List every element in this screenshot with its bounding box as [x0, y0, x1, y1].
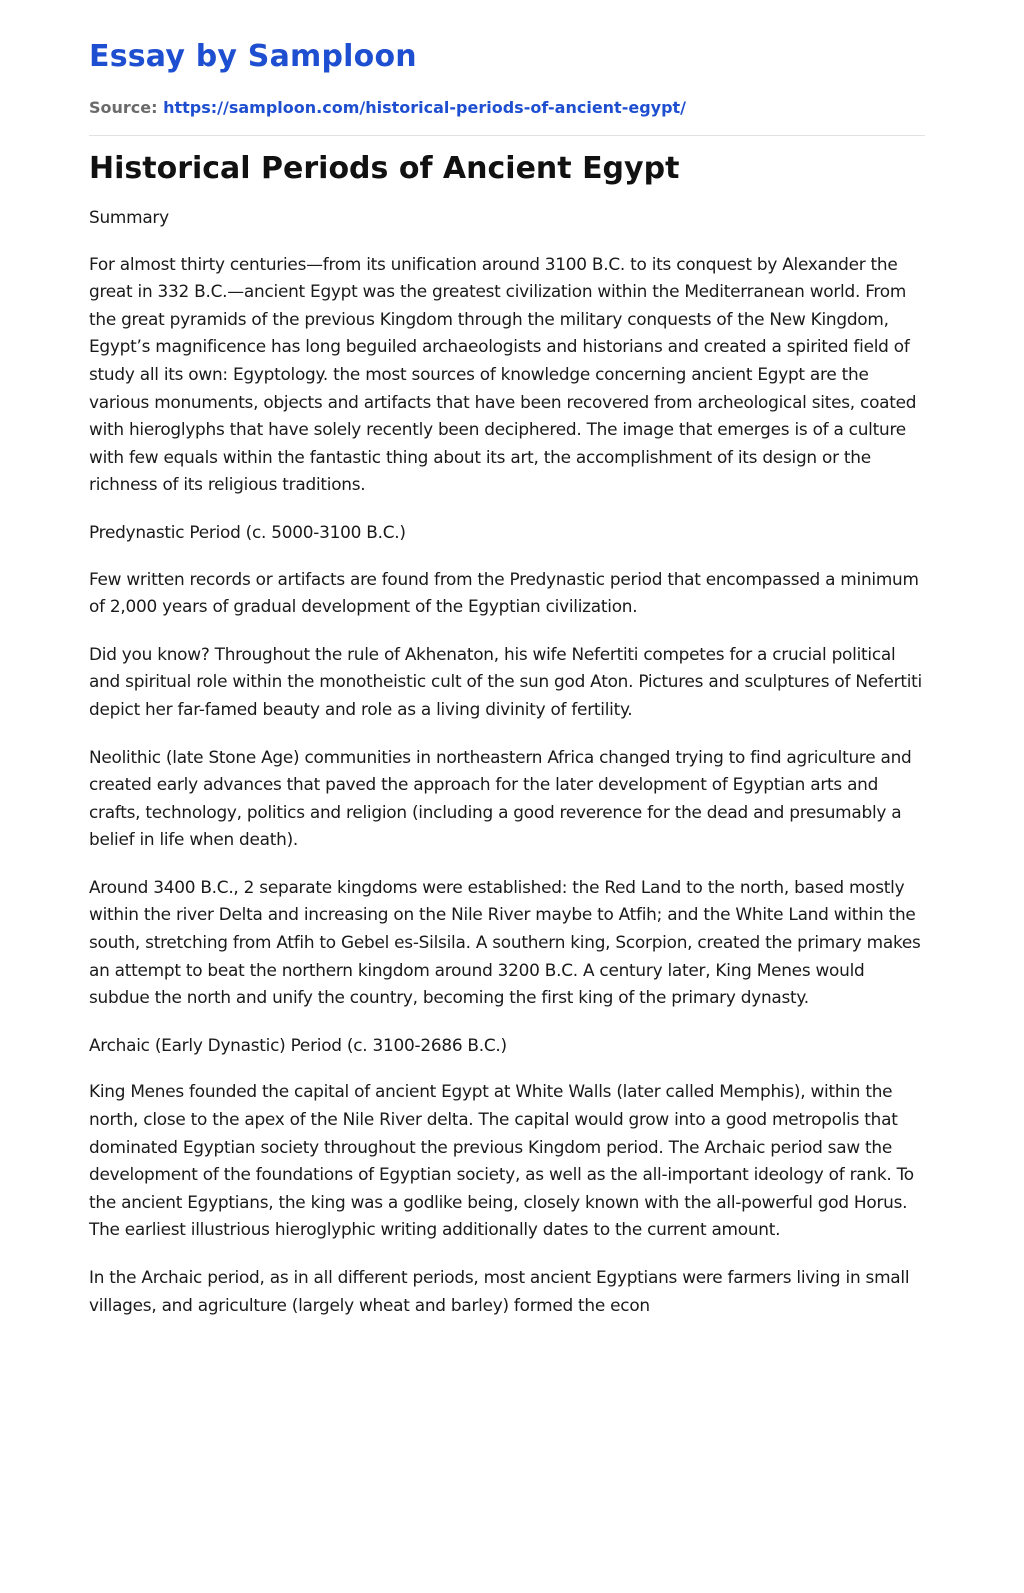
- section-heading-predynastic: Predynastic Period (c. 5000-3100 B.C.): [89, 521, 406, 542]
- paragraph-intro: For almost thirty centuries—from its unification around 3100 B.C. to its conquest by Alexander the great in 332 B.C.—ancient Egypt was the greatest civilization within the Mediterranean world. From the great pyramids of the previous Kingdom through the military conquests of the New Kingdom, Egypt’s magnificence has long beguiled archaeologists and historians and created a spirited field of study all its own: Egyptology. the most sources of knowledge concerning ancient Egypt are the various monuments, objects and artifacts that have been recovered from archeological sites, coated with hieroglyphs that have solely recently been deciphered. The image that emerges is of a culture with few equals within the fantastic thing about its art, the accomplishment of its design or the richness of its religious traditions.: [89, 253, 917, 495]
- section-heading-summary: Summary: [89, 207, 169, 227]
- source-line: [89, 97, 925, 119]
- brand-title: Essay by Samploon: [89, 39, 417, 74]
- paragraph-two-kingdoms: Around 3400 B.C., 2 separate kingdoms were established: the Red Land to the north, based mostly within the river Delta and increasing on the Nile River maybe to Atfih; and the White Land within the south, stretching from Atfih to Gebel es-Silsila. A southern king, Scorpion, created the primary makes an attempt to beat the northern kingdom around 3200 B.C. A century later, King Menes would subdue the north and unify the country, becoming the first king of the primary dynasty.: [89, 876, 921, 1008]
- paragraph-did-you-know: Did you know? Throughout the rule of Akhenaton, his wife Nefertiti competes for a crucial political and spiritual role within the monotheistic cult of the sun god Aton. Pictures and sculptures of Nefertiti depict her far-famed beauty and role as a living divinity of fertility.: [89, 643, 923, 719]
- essay-page: [89, 0, 925, 1347]
- source-link[interactable]: https://samploon.com/historical-periods-of-ancient-egypt/: [163, 98, 687, 117]
- document-title: Historical Periods of Ancient Egypt: [89, 151, 680, 186]
- section-heading-archaic: Archaic (Early Dynastic) Period (c. 3100-2686 B.C.): [89, 1034, 507, 1055]
- header-divider: [89, 135, 925, 136]
- paragraph-neolithic: Neolithic (late Stone Age) communities in northeastern Africa changed trying to find agriculture and created early advances that paved the approach for the later development of Egyptian arts and crafts, technology, politics and religion (including a good reverence for the dead and presumably a belief in life when death).: [89, 746, 912, 850]
- source-label: Source:: [89, 98, 164, 117]
- paragraph-predynastic-records: Few written records or artifacts are found from the Predynastic period that encompassed a minimum of 2,000 years of gradual development of the Egyptian civilization.: [89, 568, 919, 617]
- paragraph-archaic-farmers: In the Archaic period, as in all different periods, most ancient Egyptians were farmers living in small villages, and agriculture (largely wheat and barley) formed the econ: [89, 1267, 910, 1315]
- document-body: [89, 204, 925, 1347]
- paragraph-menes-capital: King Menes founded the capital of ancient Egypt at White Walls (later called Memphis), within the north, close to the apex of the Nile River delta. The capital would grow into a good metropolis that dominated Egyptian society throughout the previous Kingdom period. The Archaic period saw the development of the foundations of Egyptian society, as well as the all-important ideology of rank. To the ancient Egyptians, the king was a godlike being, closely known with the all-powerful god Horus. The earliest illustrious hieroglyphic writing additionally dates to the current amount.: [89, 1081, 914, 1240]
